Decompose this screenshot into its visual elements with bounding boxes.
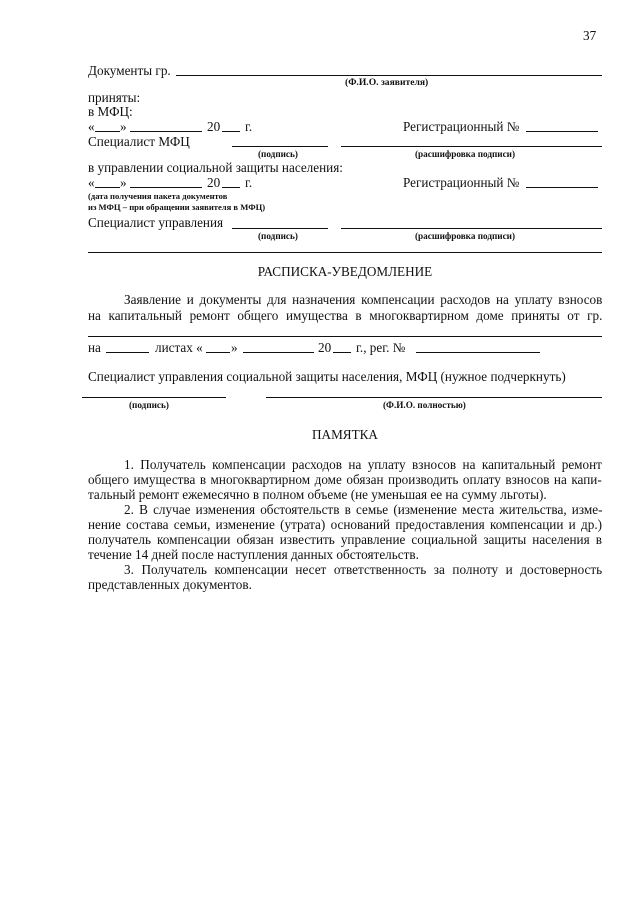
receipt-sign-caption: (подпись) <box>129 400 169 410</box>
mfc-day-field[interactable] <box>95 131 120 132</box>
mfc-month-field[interactable] <box>130 131 202 132</box>
in-mfc-label: в МФЦ: <box>88 104 133 119</box>
mfc-year-suffix: г. <box>245 119 253 134</box>
usz-decode-caption: (расшифровка подписи) <box>415 231 516 241</box>
mfc-decode-line[interactable] <box>341 146 602 147</box>
usz-year-prefix: 20 <box>207 175 221 190</box>
receipt-fio-line[interactable] <box>266 397 602 398</box>
section-divider <box>88 252 602 253</box>
receipt-specialist-line: Специалист управления социальной защиты населения, МФЦ (нужное подчеркнуть) <box>88 369 566 384</box>
usz-decode-line[interactable] <box>341 228 602 229</box>
usz-date-open-quote: « <box>88 175 95 190</box>
receipt-sheets-label: листах « <box>155 340 203 355</box>
receipt-year-prefix: 20 <box>318 340 332 355</box>
usz-specialist-label: Специалист управления <box>88 215 224 230</box>
usz-date-note-line1: (дата получения пакета документов <box>88 191 228 201</box>
usz-heading: в управлении социальной защиты населения: <box>88 160 343 175</box>
memo-item2-line4: течение 14 дней после наступления данных обстоятельств. <box>88 547 419 562</box>
receipt-close-quote: » <box>231 340 238 355</box>
applicant-fio-caption: (Ф.И.О. заявителя) <box>345 77 429 88</box>
page-number: 37 <box>583 28 597 43</box>
memo-item1-line1: 1. Получатель компенсации расходов на уплату взносов на капитальный ремонт <box>124 457 602 472</box>
usz-month-field[interactable] <box>130 187 202 188</box>
memo-item1-line2: общего имущества в многоквартирном доме обязан производить оплату взносов на капи- <box>88 472 602 487</box>
mfc-reg-number-field[interactable] <box>526 131 598 132</box>
memo-item2-line1: 2. В случае изменения обстоятельств в семье (изменение места жительства, изме- <box>124 502 603 517</box>
mfc-date-close-quote: » <box>120 119 127 134</box>
receipt-sheets-count-field[interactable] <box>106 352 149 353</box>
memo-item3-line1: 3. Получатель компенсации несет ответственность за полноту и достоверность <box>124 562 603 577</box>
receipt-text-line2: на капитальный ремонт общего имущества в многоквартирном доме приняты от гр. <box>88 308 603 323</box>
receipt-month-field[interactable] <box>243 352 314 353</box>
receipt-applicant-line[interactable] <box>88 336 602 337</box>
memo-item1-line3: тальный ремонт ежемесячно в полном объеме (не уменьшая ее на сумму льготы). <box>88 487 547 502</box>
mfc-signature-line[interactable] <box>232 146 328 147</box>
receipt-text-line1: Заявление и документы для назначения компенсации расходов на уплату взносов <box>124 292 603 307</box>
receipt-on-label: на <box>88 340 101 355</box>
receipt-fio-caption: (Ф.И.О. полностью) <box>383 400 466 410</box>
mfc-sign-caption: (подпись) <box>258 149 298 159</box>
memo-item2-line2: нение состава семьи, изменение (утрата) оснований предоставления компенсации и др.) <box>88 517 603 532</box>
memo-item3-line2: представленных документов. <box>88 577 252 592</box>
receipt-title: РАСПИСКА-УВЕДОМЛЕНИЕ <box>257 264 433 279</box>
mfc-year-field[interactable] <box>222 131 240 132</box>
memo-title: ПАМЯТКА <box>312 427 378 442</box>
usz-year-suffix: г. <box>245 175 253 190</box>
receipt-year-field[interactable] <box>333 352 351 353</box>
mfc-specialist-label: Специалист МФЦ <box>88 134 190 149</box>
usz-reg-label: Регистрационный № <box>403 175 520 190</box>
receipt-day-field[interactable] <box>206 352 230 353</box>
receipt-reg-number-field[interactable] <box>416 352 540 353</box>
usz-sign-caption: (подпись) <box>258 231 298 241</box>
receipt-signature-line[interactable] <box>82 397 226 398</box>
mfc-reg-label: Регистрационный № <box>403 119 520 134</box>
mfc-year-prefix: 20 <box>207 119 221 134</box>
receipt-reg-label: г., рег. № <box>356 340 406 355</box>
documents-label: Документы гр. <box>88 63 171 78</box>
usz-date-note-line2: из МФЦ – при обращении заявителя в МФЦ) <box>88 202 266 212</box>
applicant-name-line[interactable] <box>176 75 602 76</box>
memo-item2-line3: получатель компенсации обязан известить управление социальной защиты населения в <box>88 532 602 547</box>
usz-signature-line[interactable] <box>232 228 328 229</box>
usz-reg-number-field[interactable] <box>526 187 598 188</box>
accepted-label: приняты: <box>88 90 141 105</box>
usz-year-field[interactable] <box>222 187 240 188</box>
mfc-date-open-quote: « <box>88 119 95 134</box>
usz-day-field[interactable] <box>95 187 120 188</box>
usz-date-close-quote: » <box>120 175 127 190</box>
mfc-decode-caption: (расшифровка подписи) <box>415 149 516 159</box>
